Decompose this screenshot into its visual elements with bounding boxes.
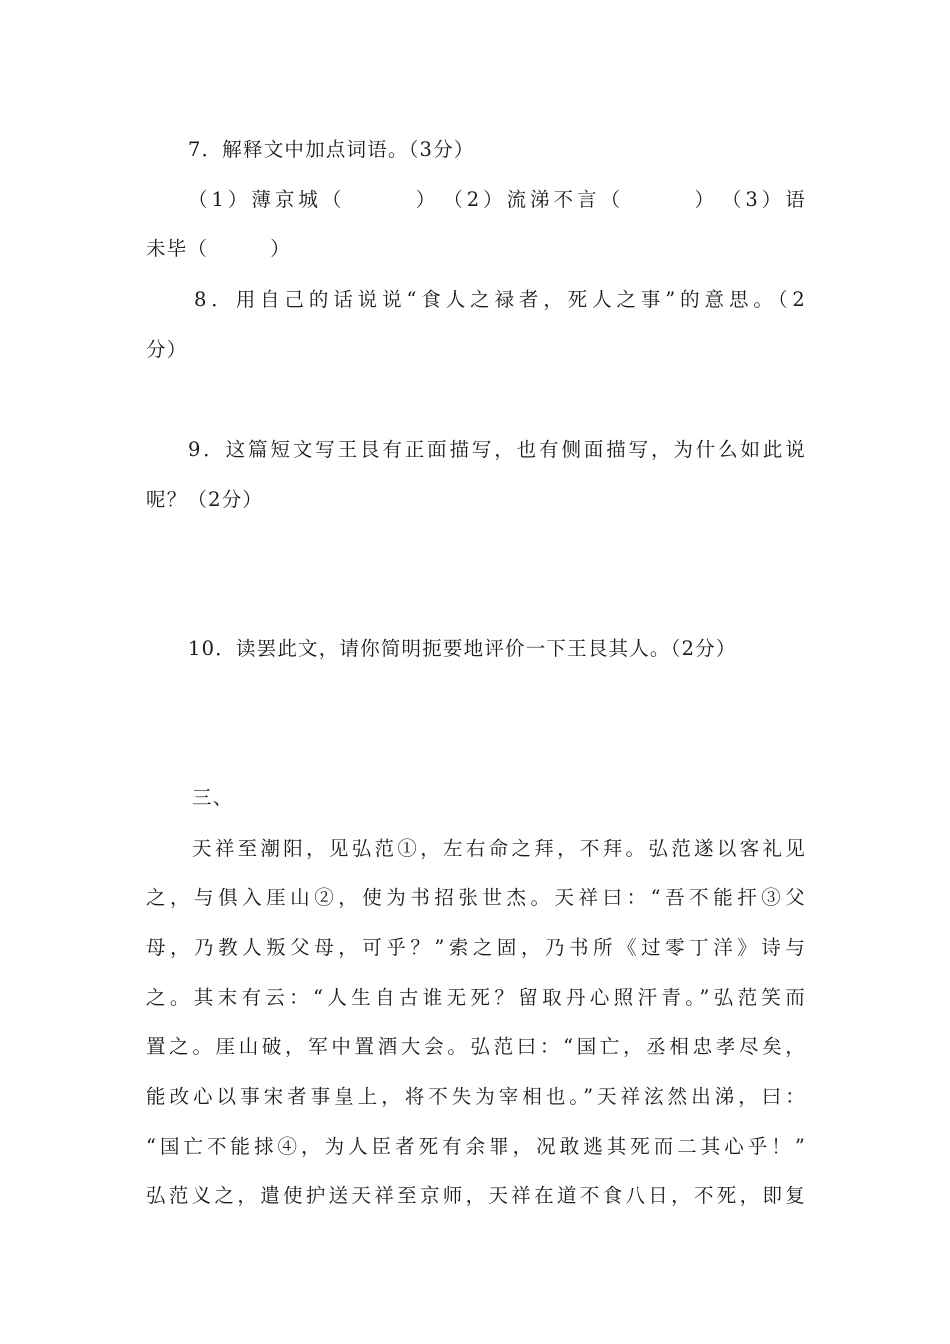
passage-line: 之。其末有云：“人生自古谁无死？留取丹心照汗青。”弘范笑而 — [146, 986, 806, 1009]
passage-line: 天祥至潮阳，见弘范①，左右命之拜，不拜。弘范遂以客礼见 — [192, 837, 806, 860]
question-7-items-continued: 未毕（ ） — [146, 237, 291, 260]
passage-line: 母，乃教人叛父母，可乎？”索之固，乃书所《过零丁洋》诗与 — [146, 936, 806, 959]
question-7-prompt: 7．解释文中加点词语。（3分） — [188, 138, 475, 161]
question-8-prompt: 8．用自己的话说说“食人之禄者，死人之事”的意思。（2 — [194, 288, 806, 311]
question-9-prompt: 9．这篇短文写王艮有正面描写，也有侧面描写，为什么如此说 — [188, 438, 806, 461]
passage-line: “国亡不能捄④，为人臣者死有余罪，况敢逃其死而二其心乎！” — [146, 1135, 806, 1158]
question-7-items: （1）薄京城（ ） （2）流涕不言（ ） （3）语 — [188, 188, 806, 211]
section-3-heading: 三、 — [192, 786, 234, 809]
question-10-prompt: 10．读罢此文，请你简明扼要地评价一下王艮其人。（2分） — [188, 637, 737, 660]
passage-line: 之，与俱入厓山②，使为书招张世杰。天祥曰：“吾不能扞③父 — [146, 886, 806, 909]
passage-line: 能改心以事宋者事皇上，将不失为宰相也。”天祥泫然出涕，曰： — [146, 1085, 806, 1108]
passage-line: 弘范义之，遣使护送天祥至京师，天祥在道不食八日，不死，即复 — [146, 1184, 806, 1207]
passage-line: 置之。厓山破，军中置酒大会。弘范曰：“国亡，丞相忠孝尽矣， — [146, 1035, 806, 1058]
question-8-prompt-continued: 分） — [146, 338, 188, 361]
question-9-prompt-continued: 呢？（2分） — [146, 488, 264, 511]
